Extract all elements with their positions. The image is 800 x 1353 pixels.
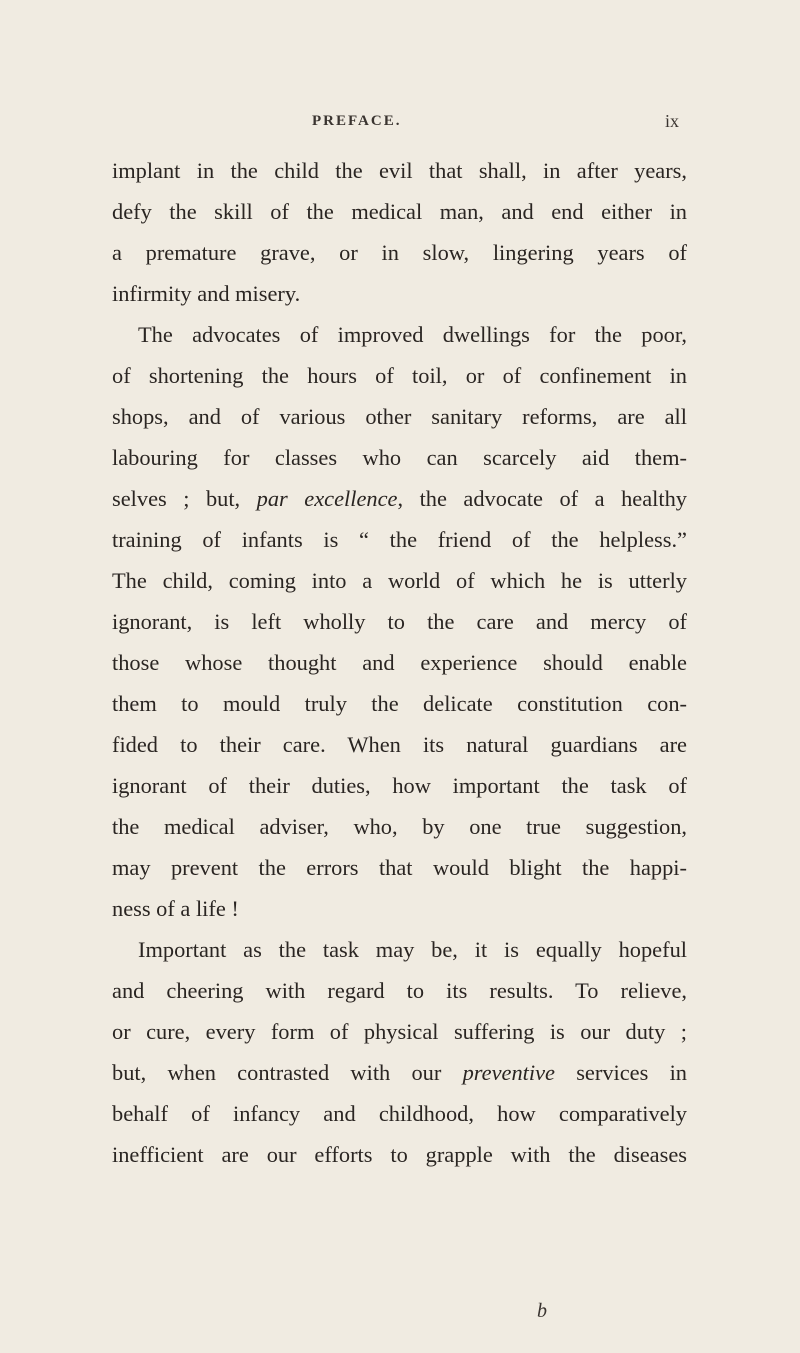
body-text: [112, 150, 687, 1175]
text-line: them to mould truly the delicate constitution con-: [112, 691, 687, 716]
paragraph: [112, 150, 687, 314]
text-line: [112, 478, 687, 519]
text-segment: , the advocate of a healthy: [397, 486, 687, 511]
page-number: ix: [665, 111, 680, 131]
text-segment: but, when contrasted with our: [112, 1060, 463, 1085]
text-segment: selves ; but,: [112, 486, 257, 511]
text-line: fided to their care. When its natural guardians are: [112, 732, 687, 757]
paragraph: [112, 929, 687, 1175]
text-line: behalf of infancy and childhood, how comparatively: [112, 1101, 687, 1126]
italic-phrase: par excellence: [256, 486, 398, 511]
signature-mark: b: [537, 1300, 547, 1322]
running-head: PREFACE.: [312, 113, 402, 129]
text-line: defy the skill of the medical man, and end either in: [112, 199, 687, 224]
text-line: a premature grave, or in slow, lingering years of: [112, 240, 687, 265]
text-line: [112, 1052, 687, 1093]
text-line: the medical adviser, who, by one true suggestion,: [112, 814, 687, 839]
text-line: implant in the child the evil that shall, in after years,: [112, 158, 687, 183]
text-line: Important as the task may be, it is equally hopeful: [138, 937, 687, 962]
italic-phrase: preventive: [462, 1060, 555, 1085]
text-line: labouring for classes who can scarcely aid them-: [112, 445, 687, 470]
text-segment: services in: [554, 1060, 687, 1085]
text-line: ignorant, is left wholly to the care and mercy of: [112, 609, 687, 634]
text-line: The child, coming into a world of which he is utterly: [112, 568, 687, 593]
paragraph: [112, 314, 687, 929]
text-line: ignorant of their duties, how important the task of: [112, 773, 687, 798]
text-line: or cure, every form of physical suffering is our duty ;: [112, 1019, 687, 1044]
text-line: may prevent the errors that would blight the happi-: [112, 855, 687, 880]
text-line: The advocates of improved dwellings for the poor,: [138, 322, 687, 347]
text-line: training of infants is “ the friend of the helpless.”: [112, 527, 687, 552]
text-line: infirmity and misery.: [112, 281, 301, 306]
text-line: those whose thought and experience should enable: [112, 650, 687, 675]
text-line: inefficient are our efforts to grapple with the diseases: [112, 1142, 687, 1167]
text-line: of shortening the hours of toil, or of confinement in: [112, 363, 687, 388]
text-line: ness of a life !: [112, 896, 239, 921]
text-line: shops, and of various other sanitary reforms, are all: [112, 404, 687, 429]
text-line: and cheering with regard to its results. To relieve,: [112, 978, 687, 1003]
page-header: [0, 113, 800, 137]
